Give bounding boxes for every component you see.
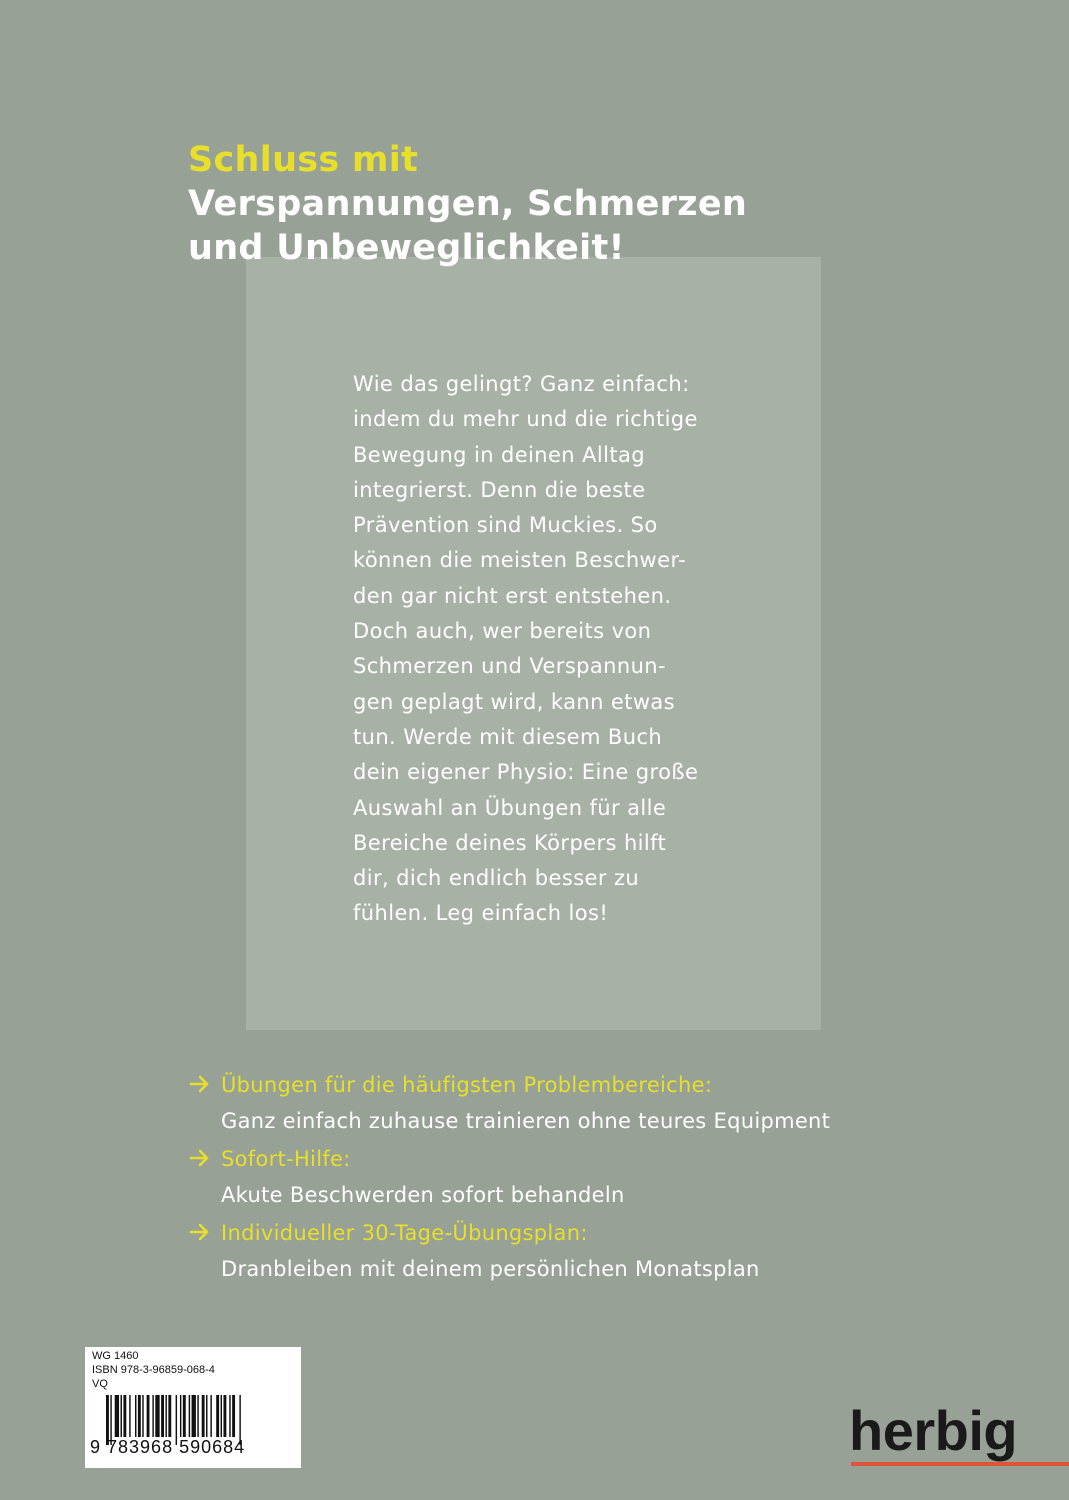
warengruppe: WG 1460 — [92, 1350, 139, 1362]
blurb-line: Bewegung in deinen Alltag — [353, 442, 645, 467]
feature-item — [188, 1067, 1048, 1139]
blurb-line: dein eigener Physio: Eine große — [353, 760, 699, 785]
headline-line-1: Schluss mit — [188, 140, 419, 180]
feature-item — [188, 1215, 1048, 1287]
feature-text: Dranbleiben mit deinem persönlichen Monatsplan — [221, 1257, 760, 1281]
feature-list — [188, 1067, 1048, 1289]
barcode-bar — [189, 1395, 190, 1437]
logo-underline — [851, 1462, 1069, 1466]
blurb-line: Auswahl an Übungen für alle — [353, 795, 667, 820]
blurb-line: können die meisten Beschwer- — [353, 548, 687, 573]
feature-heading: Individueller 30-Tage-Übungsplan: — [221, 1221, 588, 1245]
barcode-bar — [155, 1395, 159, 1437]
barcode-bar — [183, 1395, 186, 1437]
blurb-line: dir, dich endlich besser zu — [353, 866, 640, 891]
barcode-bar — [165, 1395, 166, 1437]
arrow-right-icon — [188, 1143, 212, 1173]
isbn-text: ISBN 978-3-96859-068-4 — [92, 1364, 215, 1376]
blurb-text — [353, 367, 753, 932]
barcode-bar — [202, 1395, 205, 1437]
feature-text: Ganz einfach zuhause trainieren ohne teures Equipment — [221, 1109, 831, 1133]
barcode-bar — [221, 1395, 222, 1437]
blurb-line: Wie das gelingt? Ganz einfach: — [353, 372, 690, 396]
blurb-line: Doch auch, wer bereits von — [353, 619, 652, 644]
feature-heading: Übungen für die häufigsten Problembereiche: — [221, 1073, 713, 1097]
barcode-bar — [168, 1395, 171, 1437]
barcode-bar — [232, 1395, 235, 1437]
blurb-line: Schmerzen und Verspannun- — [353, 654, 666, 679]
barcode-bar — [135, 1395, 136, 1437]
headline-line-2: Verspannungen, Schmerzen — [188, 184, 748, 224]
headline-line-3: und Unbeweglichkeit! — [188, 228, 625, 268]
barcode-bar — [192, 1395, 196, 1437]
barcode-bar — [229, 1395, 230, 1437]
barcode-bar — [216, 1395, 219, 1437]
barcode-bar — [223, 1395, 226, 1437]
barcode-bar — [161, 1395, 164, 1437]
feature-text: Akute Beschwerden sofort behandeln — [221, 1183, 625, 1207]
headline — [188, 138, 888, 270]
blurb-line: fühlen. Leg einfach los! — [353, 901, 609, 926]
barcode-bar — [129, 1395, 130, 1437]
blurb-line: gen geplagt wird, kann etwas — [353, 689, 676, 714]
barcode-bar — [138, 1395, 141, 1437]
barcode-bar — [152, 1395, 153, 1437]
arrow-right-icon — [188, 1069, 212, 1099]
feature-heading: Sofort-Hilfe: — [221, 1147, 351, 1171]
feature-item — [188, 1141, 1048, 1213]
barcode-bar — [147, 1395, 150, 1437]
barcode-bar — [210, 1395, 211, 1437]
barcode-bar — [123, 1395, 126, 1437]
barcode-bar — [121, 1395, 122, 1437]
barcode-bar — [142, 1395, 143, 1437]
barcode-code: VQ — [92, 1378, 108, 1390]
barcode-bar — [206, 1395, 207, 1437]
barcode-bar — [180, 1395, 181, 1437]
publisher-logo: herbig — [849, 1399, 1018, 1462]
barcode-bar — [197, 1395, 198, 1437]
barcode-digits: 9 783968 590684 — [90, 1437, 246, 1457]
arrow-right-icon — [188, 1217, 212, 1247]
blurb-line: tun. Werde mit diesem Buch — [353, 724, 663, 749]
blurb-line: Bereiche deines Körpers hilft — [353, 830, 667, 855]
barcode-label — [85, 1347, 301, 1468]
barcode-bar — [115, 1395, 119, 1437]
blurb-line: integrierst. Denn die beste — [353, 477, 646, 502]
blurb-line: den gar nicht erst entstehen. — [353, 583, 672, 608]
blurb-line: Prävention sind Muckies. So — [353, 513, 658, 538]
blurb-line: indem du mehr und die richtige — [353, 407, 698, 432]
